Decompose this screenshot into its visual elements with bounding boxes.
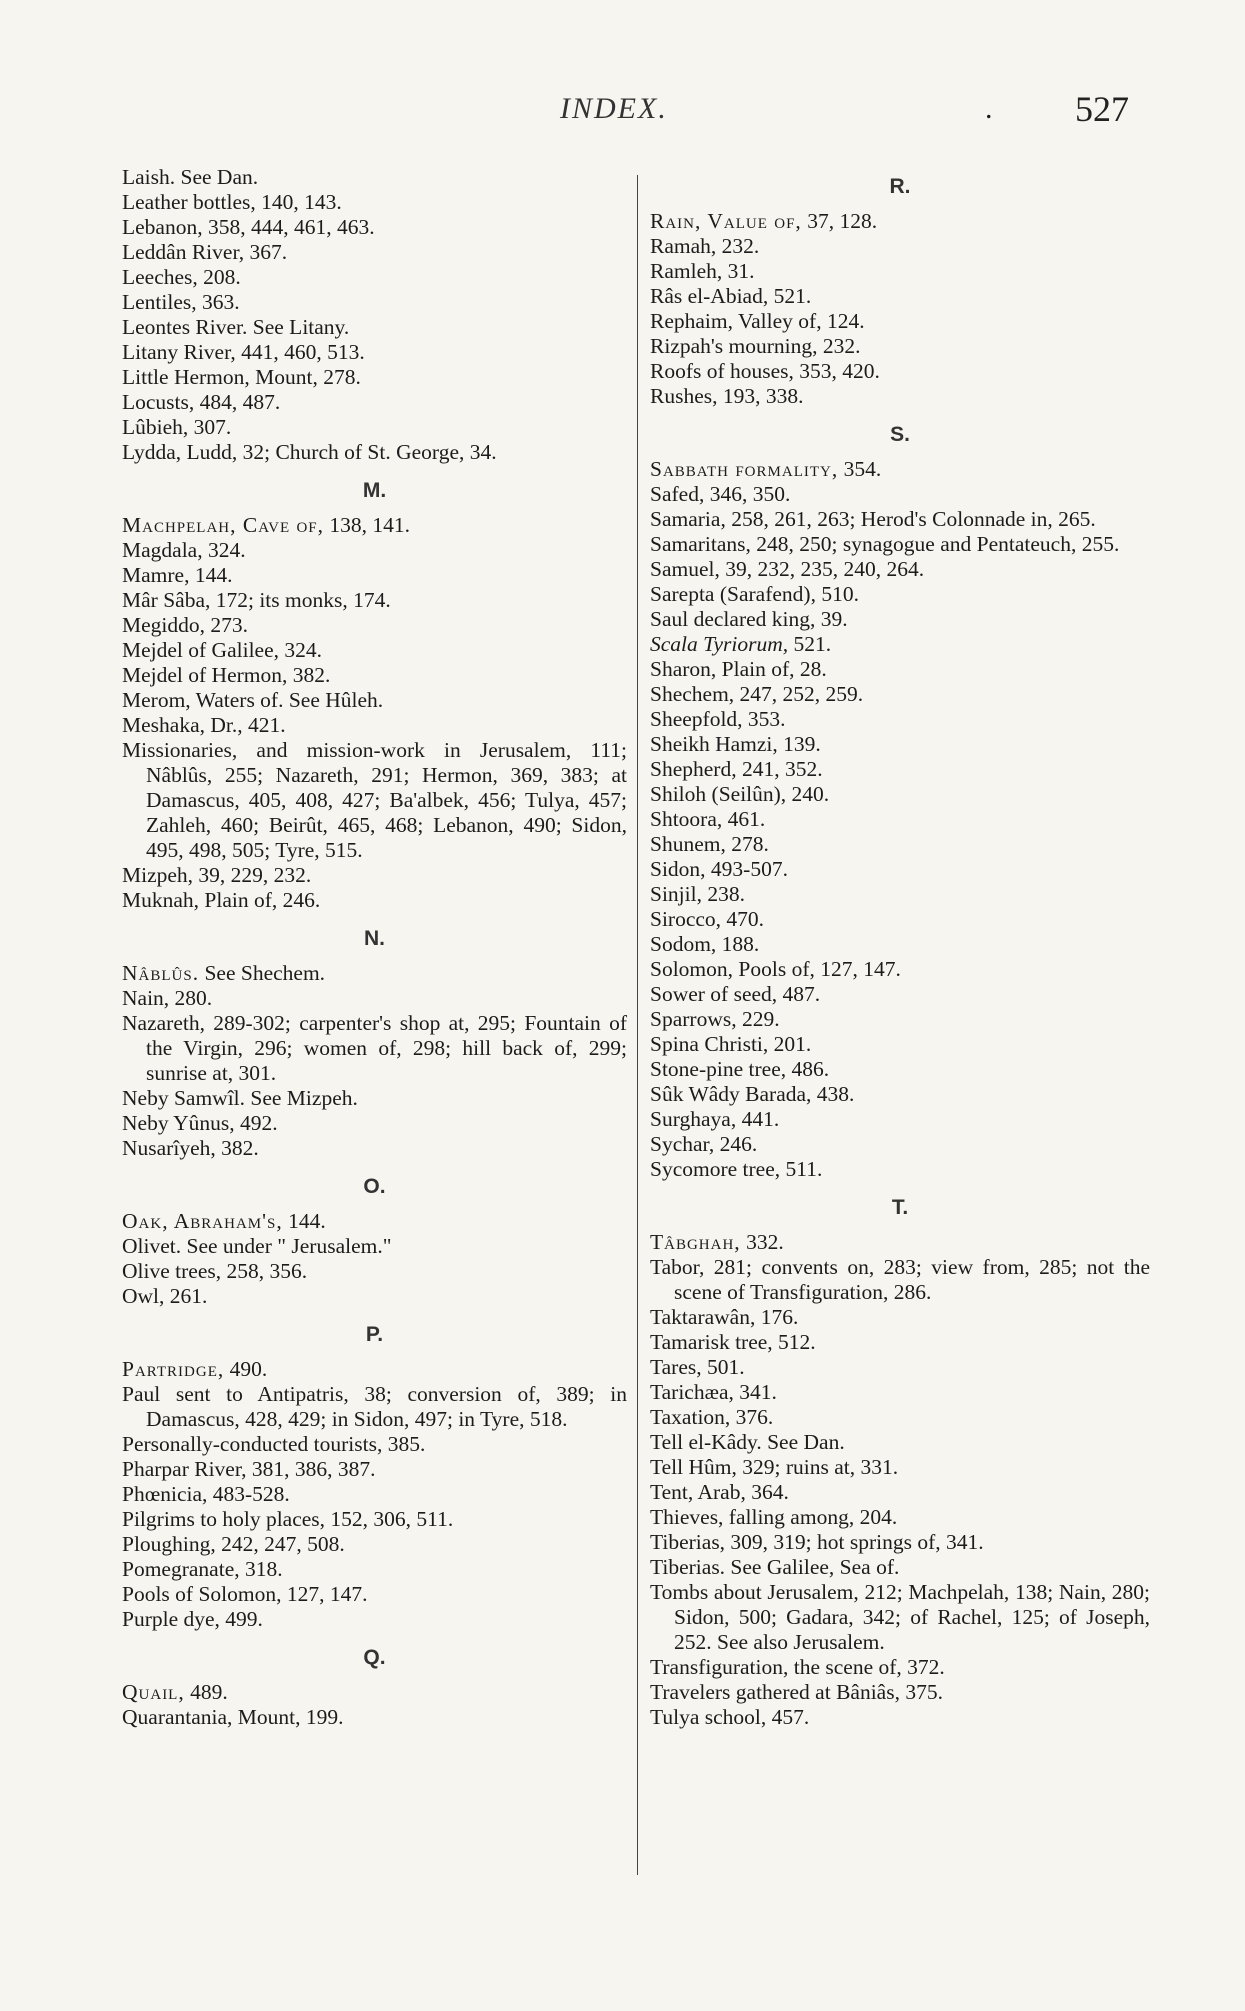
index-entry xyxy=(650,657,1150,682)
section-letter: N. xyxy=(364,927,385,950)
index-entry xyxy=(650,1330,1150,1355)
entry-heading: Machpelah, Cave of, xyxy=(122,513,325,537)
index-entry xyxy=(650,1255,1150,1305)
entry-text: Leather bottles, 140, 143. xyxy=(122,190,342,214)
index-entry xyxy=(650,482,1150,507)
index-entry xyxy=(122,663,627,688)
entry-text: Sower of seed, 487. xyxy=(650,982,821,1006)
index-entry xyxy=(650,1082,1150,1107)
index-entry xyxy=(122,961,627,986)
index-entry xyxy=(650,832,1150,857)
entry-text: Tares, 501. xyxy=(650,1355,745,1379)
section-letter: T. xyxy=(891,1196,909,1219)
entry-text: Pharpar River, 381, 386, 387. xyxy=(122,1457,376,1481)
column-divider xyxy=(637,175,638,1875)
entry-text: Olive trees, 258, 356. xyxy=(122,1259,308,1283)
entry-text: Shtoora, 461. xyxy=(650,807,766,831)
index-entry xyxy=(650,1555,1150,1580)
index-entry xyxy=(650,682,1150,707)
index-entry xyxy=(650,932,1150,957)
entry-text: Mâr Sâba, 172; its monks, 174. xyxy=(122,588,391,612)
index-entry xyxy=(122,1209,627,1234)
entry-text: 138, 141. xyxy=(324,513,411,537)
index-entry xyxy=(122,1482,627,1507)
entry-text: Tamarisk tree, 512. xyxy=(650,1330,816,1354)
index-entry xyxy=(122,1432,627,1457)
index-entry xyxy=(122,986,627,1011)
entry-text: Sheepfold, 353. xyxy=(650,707,786,731)
entry-text: Lebanon, 358, 444, 461, 463. xyxy=(122,215,375,239)
index-entry xyxy=(650,1355,1150,1380)
entry-text: Pomegranate, 318. xyxy=(122,1557,283,1581)
index-entry xyxy=(650,334,1150,359)
entry-text: Ploughing, 242, 247, 508. xyxy=(122,1532,345,1556)
entry-text: Sychar, 246. xyxy=(650,1132,758,1156)
entry-text: Shiloh (Seilûn), 240. xyxy=(650,782,830,806)
index-entry xyxy=(122,888,627,913)
entry-heading-italic: Scala Tyriorum, xyxy=(650,632,789,656)
entry-text: Sycomore tree, 511. xyxy=(650,1157,823,1181)
index-entry xyxy=(122,1234,627,1259)
index-entry xyxy=(650,209,1150,234)
entry-heading: Sabbath formality, xyxy=(650,457,839,481)
entry-text: Shechem, 247, 252, 259. xyxy=(650,682,864,706)
index-entry xyxy=(650,1655,1150,1680)
entry-text: Ramah, 232. xyxy=(650,234,760,258)
entry-text: Personally-conducted tourists, 385. xyxy=(122,1432,426,1456)
entry-text: Spina Christi, 201. xyxy=(650,1032,812,1056)
entry-text: Owl, 261. xyxy=(122,1284,208,1308)
index-entry xyxy=(122,688,627,713)
index-entry xyxy=(650,632,1150,657)
entry-text: Tarichæa, 341. xyxy=(650,1380,777,1404)
entry-text: Mejdel of Galilee, 324. xyxy=(122,638,323,662)
index-entry xyxy=(650,259,1150,284)
index-entry xyxy=(650,1705,1150,1730)
index-entry xyxy=(650,807,1150,832)
section-letter: M. xyxy=(362,479,387,502)
index-entry xyxy=(122,1532,627,1557)
index-entry xyxy=(650,384,1150,409)
entry-text: 37, 128. xyxy=(801,209,878,233)
index-entry xyxy=(122,265,627,290)
entry-text: Lûbieh, 307. xyxy=(122,415,232,439)
entry-text: Leddân River, 367. xyxy=(122,240,288,264)
index-entry xyxy=(122,415,627,440)
entry-text: Litany River, 441, 460, 513. xyxy=(122,340,365,364)
entry-text: Shunem, 278. xyxy=(650,832,769,856)
index-entry xyxy=(122,315,627,340)
index-entry xyxy=(122,1284,627,1309)
entry-text: Tiberias. See Galilee, Sea of. xyxy=(650,1555,900,1579)
index-entry xyxy=(122,1382,627,1432)
index-entry xyxy=(650,957,1150,982)
index-entry xyxy=(650,707,1150,732)
index-entry xyxy=(650,532,1150,557)
index-entry xyxy=(122,863,627,888)
entry-text: Sodom, 188. xyxy=(650,932,760,956)
entry-heading: Tâbghah, xyxy=(650,1230,741,1254)
entry-text: Rephaim, Valley of, 124. xyxy=(650,309,865,333)
index-entry xyxy=(122,1457,627,1482)
index-entry xyxy=(650,1680,1150,1705)
entry-text: 332. xyxy=(740,1230,784,1254)
index-entry xyxy=(122,1705,627,1730)
index-entry xyxy=(650,1480,1150,1505)
index-entry xyxy=(122,1357,627,1382)
entry-text: Transfiguration, the scene of, 372. xyxy=(650,1655,945,1679)
entry-text: Sarepta (Sarafend), 510. xyxy=(650,582,859,606)
header-dot: . xyxy=(985,92,993,125)
index-entry xyxy=(650,1405,1150,1430)
entry-text: Sirocco, 470. xyxy=(650,907,765,931)
index-entry xyxy=(650,1380,1150,1405)
index-entry xyxy=(122,1011,627,1086)
section-letter: Q. xyxy=(363,1646,386,1669)
index-entry xyxy=(650,982,1150,1007)
index-entry xyxy=(122,215,627,240)
index-entry xyxy=(650,1107,1150,1132)
entry-text: Samuel, 39, 232, 235, 240, 264. xyxy=(650,557,925,581)
entry-heading: Partridge, xyxy=(122,1357,225,1381)
entry-text: Tiberias, 309, 319; hot springs of, 341. xyxy=(650,1530,984,1554)
section-letter: R. xyxy=(889,175,911,198)
entry-text: Mamre, 144. xyxy=(122,563,233,587)
index-entry xyxy=(650,607,1150,632)
entry-text: 354. xyxy=(838,457,882,481)
index-entry xyxy=(650,1057,1150,1082)
entry-text: Meshaka, Dr., 421. xyxy=(122,713,286,737)
index-entry xyxy=(122,588,627,613)
entry-text: Purple dye, 499. xyxy=(122,1607,263,1631)
entry-text: Laish. See Dan. xyxy=(122,165,259,189)
entry-heading: Quail, xyxy=(122,1680,185,1704)
entry-text: Râs el-Abiad, 521. xyxy=(650,284,812,308)
entry-text: Solomon, Pools of, 127, 147. xyxy=(650,957,901,981)
entry-text: Sidon, 493-507. xyxy=(650,857,788,881)
entry-text: Muknah, Plain of, 246. xyxy=(122,888,321,912)
index-entry xyxy=(650,457,1150,482)
entry-text: Leontes River. See Litany. xyxy=(122,315,350,339)
index-entry xyxy=(650,1530,1150,1555)
index-entry xyxy=(122,1557,627,1582)
entry-text: Pilgrims to holy places, 152, 306, 511. xyxy=(122,1507,454,1531)
entry-text: Lydda, Ludd, 32; Church of St. George, 34. xyxy=(122,440,497,464)
index-entry xyxy=(122,1136,627,1161)
entry-text: Neby Samwîl. See Mizpeh. xyxy=(122,1086,358,1110)
left-index-column xyxy=(122,165,627,1730)
index-entry xyxy=(650,1580,1150,1655)
entry-text: Thieves, falling among, 204. xyxy=(650,1505,898,1529)
entry-text: Stone-pine tree, 486. xyxy=(650,1057,830,1081)
entry-text: Locusts, 484, 487. xyxy=(122,390,281,414)
entry-text: Taxation, 376. xyxy=(650,1405,774,1429)
entry-text: 490. xyxy=(224,1357,268,1381)
index-entry xyxy=(650,582,1150,607)
entry-text: Megiddo, 273. xyxy=(122,613,249,637)
entry-text: Mizpeh, 39, 229, 232. xyxy=(122,863,312,887)
entry-text: Shepherd, 241, 352. xyxy=(650,757,823,781)
index-entry xyxy=(650,359,1150,384)
index-entry xyxy=(650,907,1150,932)
right-index-column xyxy=(650,165,1150,1730)
running-head xyxy=(0,89,1245,132)
index-entry xyxy=(650,507,1150,532)
index-entry xyxy=(650,1505,1150,1530)
entry-text: Merom, Waters of. See Hûleh. xyxy=(122,688,384,712)
entry-text: Little Hermon, Mount, 278. xyxy=(122,365,361,389)
index-entry xyxy=(650,1455,1150,1480)
entry-text: Quarantania, Mount, 199. xyxy=(122,1705,344,1729)
index-entry xyxy=(122,190,627,215)
index-entry xyxy=(122,713,627,738)
index-entry xyxy=(122,290,627,315)
entry-text: 144. xyxy=(282,1209,326,1233)
index-entry xyxy=(122,390,627,415)
index-entry xyxy=(650,284,1150,309)
entry-text: Nusarîyeh, 382. xyxy=(122,1136,259,1160)
index-entry xyxy=(122,240,627,265)
entry-text: Travelers gathered at Bâniâs, 375. xyxy=(650,1680,943,1704)
entry-text: Roofs of houses, 353, 420. xyxy=(650,359,880,383)
entry-text: Tell Hûm, 329; ruins at, 331. xyxy=(650,1455,899,1479)
index-entry xyxy=(650,732,1150,757)
entry-text: Surghaya, 441. xyxy=(650,1107,780,1131)
section-letter: S. xyxy=(890,423,910,446)
index-entry xyxy=(122,340,627,365)
index-entry xyxy=(122,1259,627,1284)
entry-text: Tabor, 281; convents on, 283; view from, 285; not the scene of Transfiguration, 286. xyxy=(650,1255,1150,1304)
index-entry xyxy=(650,1132,1150,1157)
entry-text: Mejdel of Hermon, 382. xyxy=(122,663,331,687)
entry-text: Lentiles, 363. xyxy=(122,290,240,314)
index-entry xyxy=(122,738,627,863)
entry-text: Sparrows, 229. xyxy=(650,1007,780,1031)
index-entry xyxy=(650,857,1150,882)
entry-text: Tulya school, 457. xyxy=(650,1705,810,1729)
entry-text: Saul declared king, 39. xyxy=(650,607,848,631)
entry-text: Olivet. See under " Jerusalem." xyxy=(122,1234,392,1258)
index-entry xyxy=(650,757,1150,782)
index-entry xyxy=(650,1032,1150,1057)
index-entry xyxy=(650,1305,1150,1330)
index-entry xyxy=(122,1111,627,1136)
entry-text: Tent, Arab, 364. xyxy=(650,1480,789,1504)
entry-text: Tell el-Kâdy. See Dan. xyxy=(650,1430,845,1454)
page-number: 527 xyxy=(1075,89,1129,129)
entry-text: Sinjil, 238. xyxy=(650,882,745,906)
index-entry xyxy=(122,1680,627,1705)
entry-text: Taktarawân, 176. xyxy=(650,1305,799,1329)
entry-text: Sheikh Hamzi, 139. xyxy=(650,732,821,756)
index-entry xyxy=(122,563,627,588)
entry-heading: Rain, Value of, xyxy=(650,209,802,233)
entry-text: Nain, 280. xyxy=(122,986,213,1010)
index-entry xyxy=(122,440,627,465)
entry-text: Safed, 346, 350. xyxy=(650,482,791,506)
entry-text: Leeches, 208. xyxy=(122,265,241,289)
entry-text: 489. xyxy=(184,1680,228,1704)
index-entry xyxy=(122,638,627,663)
entry-text: Phœnicia, 483-528. xyxy=(122,1482,290,1506)
entry-text: Pools of Solomon, 127, 147. xyxy=(122,1582,368,1606)
entry-text: See Shechem. xyxy=(199,961,326,985)
index-entry xyxy=(122,365,627,390)
entry-text: Sûk Wâdy Barada, 438. xyxy=(650,1082,855,1106)
index-entry xyxy=(650,557,1150,582)
entry-text: Samaria, 258, 261, 263; Herod's Colonnade in, 265. xyxy=(650,507,1096,531)
index-entry xyxy=(122,1086,627,1111)
entry-text: Neby Yûnus, 492. xyxy=(122,1111,278,1135)
entry-text: Nazareth, 289-302; carpenter's shop at, 295; Fountain of the Virgin, 296; women of, 298; hill back of, 299; sunrise at, 301. xyxy=(122,1011,627,1085)
index-entry xyxy=(122,538,627,563)
entry-text: Rizpah's mourning, 232. xyxy=(650,334,861,358)
index-entry xyxy=(650,782,1150,807)
index-entry xyxy=(650,1230,1150,1255)
index-entry xyxy=(650,1157,1150,1182)
index-entry xyxy=(122,613,627,638)
entry-text: Sharon, Plain of, 28. xyxy=(650,657,827,681)
entry-heading: Oak, Abraham's, xyxy=(122,1209,283,1233)
entry-heading: Nâblûs. xyxy=(122,961,200,985)
index-entry xyxy=(122,1607,627,1632)
section-letter: O. xyxy=(363,1175,386,1198)
entry-text: Magdala, 324. xyxy=(122,538,246,562)
index-entry xyxy=(650,234,1150,259)
index-entry xyxy=(122,513,627,538)
index-entry xyxy=(650,882,1150,907)
section-letter: P. xyxy=(365,1323,384,1346)
entry-text: 521. xyxy=(788,632,832,656)
page-title: INDEX. xyxy=(560,92,668,125)
entry-text: Missionaries, and mission-work in Jerusalem, 111; Nâblûs, 255; Nazareth, 291; Hermon, 369, 383; at Damascus, 405, 408, 427; Ba'albek, 456; Tulya, 457; Zahleh, 460; Beirût, 465, 468; Lebanon, 490; Sidon, 495, 498, 505; Tyre, 515. xyxy=(122,738,627,862)
entry-text: Tombs about Jerusalem, 212; Machpelah, 138; Nain, 280; Sidon, 500; Gadara, 342; of Rachel, 125; of Joseph, 252. See also Jerusalem. xyxy=(650,1580,1150,1654)
index-entry xyxy=(122,1507,627,1532)
entry-text: Samaritans, 248, 250; synagogue and Pentateuch, 255. xyxy=(650,532,1120,556)
index-entry xyxy=(650,309,1150,334)
index-entry xyxy=(122,1582,627,1607)
index-entry xyxy=(122,165,627,190)
entry-text: Ramleh, 31. xyxy=(650,259,755,283)
index-entry xyxy=(650,1430,1150,1455)
entry-text: Paul sent to Antipatris, 38; conversion of, 389; in Damascus, 428, 429; in Sidon, 497; in Tyre, 518. xyxy=(122,1382,627,1431)
index-entry xyxy=(650,1007,1150,1032)
entry-text: Rushes, 193, 338. xyxy=(650,384,804,408)
